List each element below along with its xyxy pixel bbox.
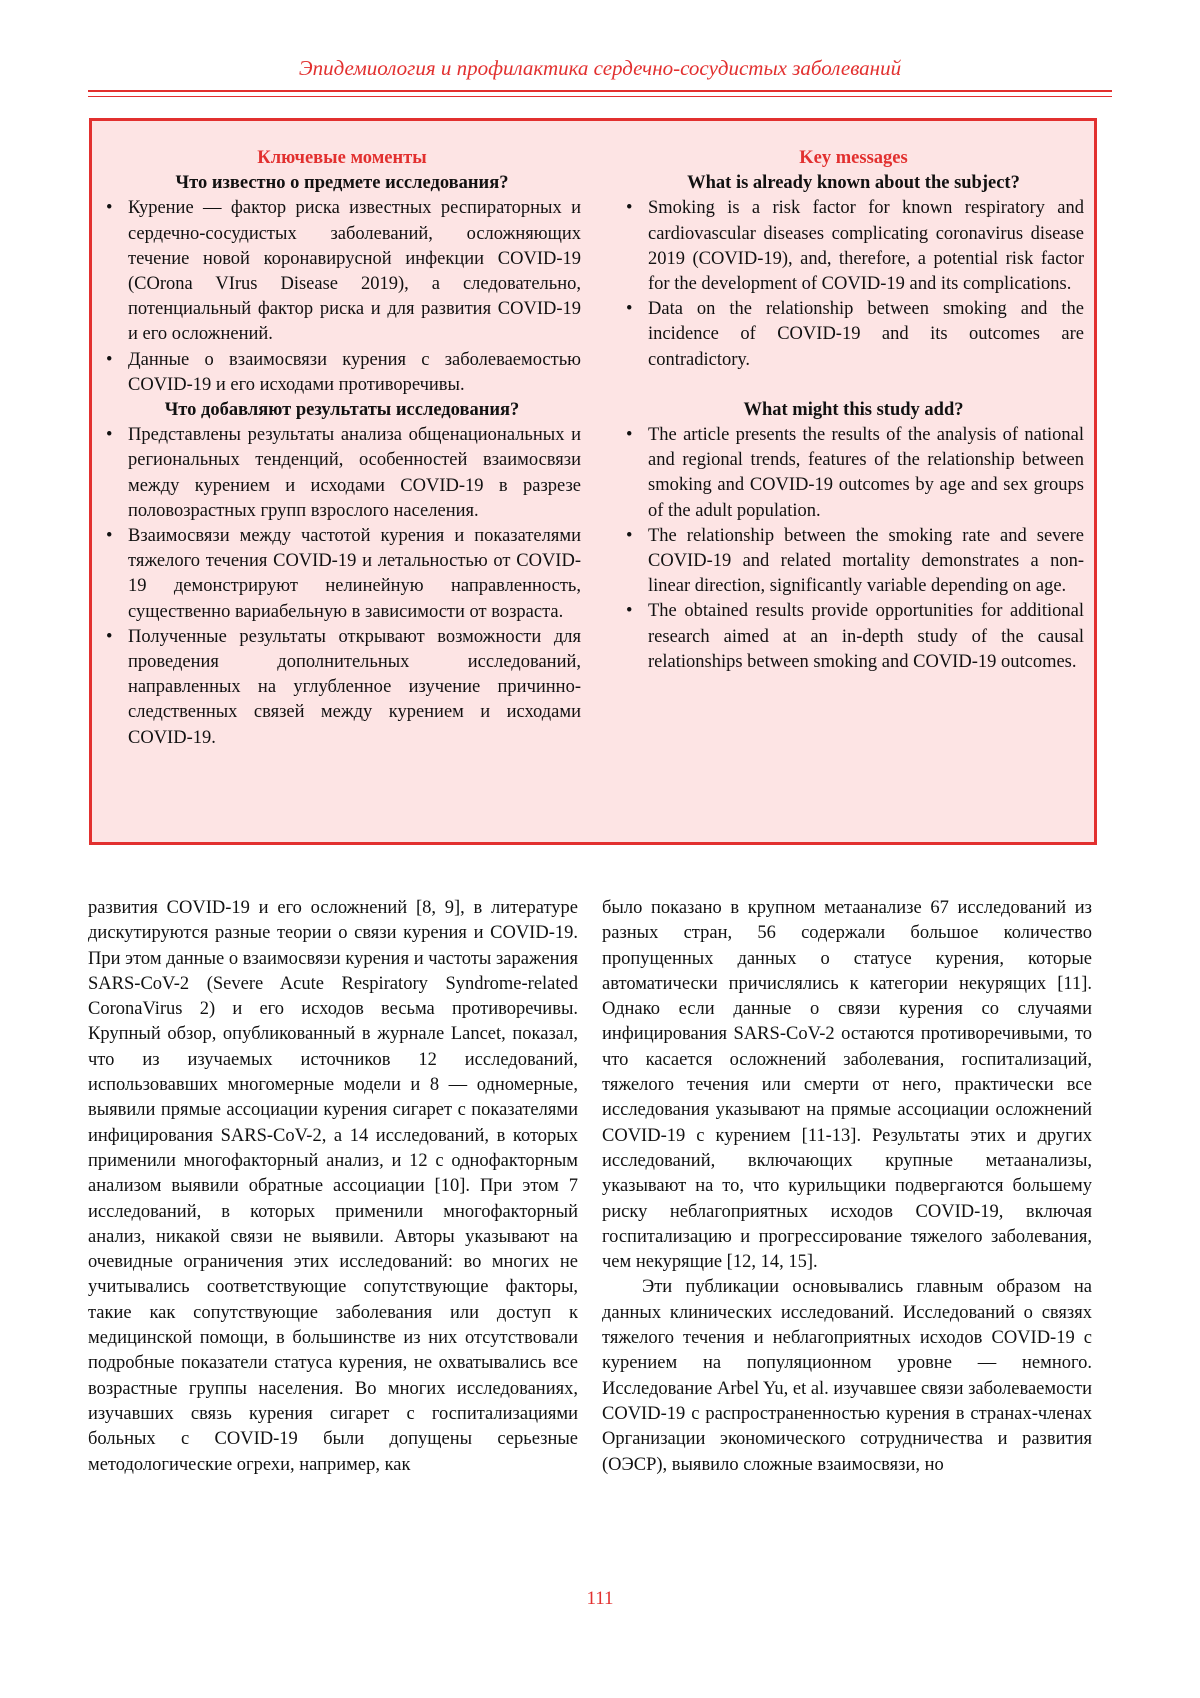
known-list-en (623, 196, 1084, 372)
header-rule-thin (88, 96, 1112, 97)
list-item: • Представлены результаты анализа общенациональных и региональных тенденций, особенностей взаимосвязи между курением и исходами COVID-19 в разрезе половозрастных групп взрослого населения. (103, 423, 581, 524)
body-column-left (88, 896, 578, 1478)
key-messages-ru (103, 146, 581, 751)
running-title: Эпидемиология и профилактика сердечно-сосудистых заболеваний (298, 56, 902, 80)
known-heading-ru: Что известно о предмете исследования? (175, 173, 509, 194)
body-paragraph: было показано в крупном метаанализе 67 исследований из разных стран, 56 содержали большое количество пропущенных данных о статусе курения, которые автоматически причислялись к категории некурящих [11]. Однако если данные о связи курения со случаями инфицирования SARS-CoV-2 остаются противоречивыми, то что касается осложнений заболевания, госпитализаций, тяжелого течения или смерти от него, практически все исследования указывают на прямые ассоциации осложнений COVID-19 с курением [11-13]. Результаты этих и других исследований, включающих крупные метаанализы, указывают на то, что курильщики подвергаются большему риску неблагоприятных исходов COVID-19, включая госпитализацию и прогрессирование тяжелого заболевания, чем некурящие [12, 14, 15]. (602, 898, 1092, 1273)
list-item: • Data on the relationship between smoking and the incidence of COVID-19 and its outcomes are contradictory. (623, 297, 1084, 373)
list-item: • Полученные результаты открывают возможности для проведения дополнительных исследований, направленных на углубленное изучение причинно-следственных связей между курением и исходами COVID-19. (103, 625, 581, 751)
key-messages-box (89, 118, 1097, 845)
page-number: 111 (586, 1588, 614, 1609)
add-list-ru (103, 423, 581, 751)
add-heading-ru: Что добавляют результаты исследования? (164, 400, 520, 421)
body-column-right (602, 896, 1092, 1478)
key-messages-en (623, 146, 1084, 675)
key-title-en: Key messages (799, 148, 908, 168)
list-item: • Взаимосвязи между частотой курения и показателями тяжелого течения COVID-19 и летальностью от COVID-19 демонстрируют нелинейную направленность, существенно вариабельную в зависимости от возраста. (103, 524, 581, 625)
known-list-ru (103, 196, 581, 398)
section-spacer (623, 373, 1084, 398)
list-item: • Данные о взаимосвязи курения с заболеваемостью COVID-19 и его исходами противоречивы. (103, 348, 581, 398)
known-heading-en: What is already known about the subject? (687, 173, 1020, 194)
list-item: • The obtained results provide opportunities for additional research aimed at an in-depth study of the causal relationships between smoking and COVID-19 outcomes. (623, 599, 1084, 675)
add-list-en (623, 423, 1084, 675)
header-rule (88, 90, 1112, 92)
add-heading-en: What might this study add? (743, 399, 964, 420)
key-title-ru: Ключевые моменты (257, 148, 427, 168)
body-paragraph: Эти публикации основывались главным образом на данных клинических исследований. Исследований о связях тяжелого течения и неблагоприятных исходов COVID-19 с курением на популяционном уровне — немного. Исследование Arbel Yu, et al. изучавшее связи заболеваемости COVID-19 с распространенностью курения в странах-членах Организации экономического сотрудничества и развития (ОЭСР), выявило сложные взаимосвязи, но (602, 1277, 1092, 1475)
list-item: • The relationship between the smoking rate and severe COVID-19 and related mortality demonstrates a non-linear direction, significantly variable depending on age. (623, 524, 1084, 600)
list-item: • Smoking is a risk factor for known respiratory and cardiovascular diseases complicating coronavirus disease 2019 (COVID-19), and, therefore, a potential risk factor for the development of COVID-19 and its complications. (623, 196, 1084, 297)
list-item: • Курение — фактор риска известных респираторных и сердечно-сосудистых заболеваний, осложняющих течение новой коронавирусной инфекции COVID-19 (COrona VIrus Disease 2019), а следовательно, потенциальный фактор риска и для развития COVID-19 и его осложнений. (103, 196, 581, 347)
list-item: • The article presents the results of the analysis of national and regional trends, features of the relationship between smoking and COVID-19 outcomes by age and sex groups of the adult population. (623, 423, 1084, 524)
body-paragraph: развития COVID-19 и его осложнений [8, 9], в литературе дискутируются разные теории о связи курения и COVID-19. При этом данные о взаимосвязи курения и частоты заражения SARS-CoV-2 (Severe Acute Respiratory Syndrome-related CoronaVirus 2) и его исходов весьма противоречивы. Крупный обзор, опубликованный в журнале Lancet, показал, что из изучаемых источников 12 исследований, использовавших многомерные модели и 8 — одномерные, выявили прямые ассоциации курения сигарет с показателями инфицирования SARS-CoV-2, а 14 исследований, в которых применили многофакторный анализ, и 12 с однофакторным анализом выявили обратные ассоциации [10]. При этом 7 исследований, в которых применили многофакторный анализ, никакой связи не выявили. Авторы указывают на очевидные ограничения этих исследований: во многих не учитывались соответствующие сопутствующие факторы, такие как сопутствующие заболевания или доступ к медицинской помощи, в большинстве из них отсутствовали подробные показатели статуса курения, не охватывались все возрастные группы населения. Во многих исследованиях, изучавших связь курения сигарет с госпитализациями больных с COVID-19 были допущены серьезные методологические огрехи, например, как (88, 898, 578, 1475)
